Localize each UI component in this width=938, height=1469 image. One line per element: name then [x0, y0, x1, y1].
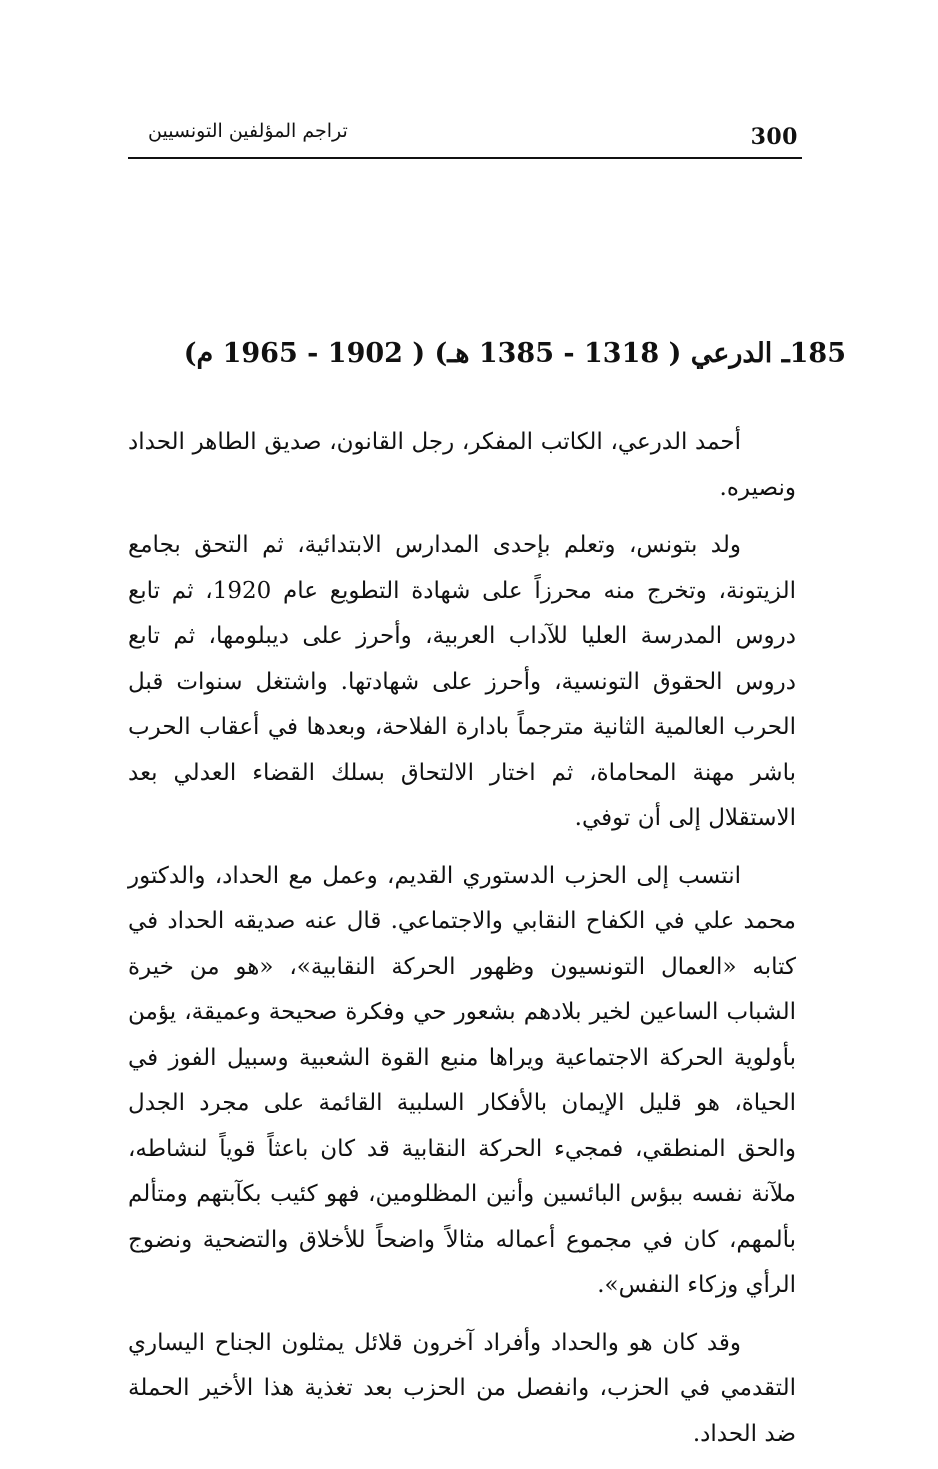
entry-body: [128, 420, 796, 1469]
paragraph-biography: ولد بتونس، وتعلم بإحدى المدارس الابتدائية، ثم التحق بجامع الزيتونة، وتخرج منه محرزاً على شهادة التطويع عام 1920، ثم تابع دروس المدرسة العليا للآداب العربية، وأحرز على ديبلومها، ثم تابع دروس الحقوق التونسية، وأحرز على شهادتها. واشتغل سنوات قبل الحرب العالمية الثانية مترجماً بادارة الفلاحة، وبعدها في أعقاب الحرب باشر مهنة المحاماة، ثم اختار الالتحاق بسلك القضاء العدلي بعد الاستقلال إلى أن توفي.: [128, 532, 796, 831]
running-header: [128, 112, 798, 152]
paragraph-party: وقد كان هو والحداد وأفراد آخرون قلائل يمثلون الجناح اليساري التقدمي في الحزب، وانفصل من الحزب بعد تغذية هذا الأخير الحملة ضد الحداد.: [128, 1329, 796, 1447]
paragraph-activism: انتسب إلى الحزب الدستوري القديم، وعمل مع الحداد، والدكتور محمد علي في الكفاح النقابي والاجتماعي. قال عنه صديقه الحداد في كتابه «العمال التونسيون وظهور الحركة النقابية»، «هو من خيرة الشباب الساعين لخير بلادهم بشعور حي وفكرة صحيحة وعميقة، يؤمن بأولوية الحركة الاجتماعية ويراها منبع القوة الشعبية وسبيل الفوز في الحياة، هو قليل الإيمان بالأفكار السلبية القائمة على مجرد الجدل والحق المنطقي، فمجيء الحركة النقابية قد كان باعثاً قوياً لنشاطه، ملآنة نفسه ببؤس البائسين وأنين المظلومين، فهو كئيب بكآبتهم ومتألم بألمهم، كان في مجموع أعماله مثالاً واضحاً للأخلاق والتضحية ونضوج الرأي وزكاء النفس».: [128, 862, 796, 1298]
paragraph-intro: أحمد الدرعي، الكاتب المفكر، رجل القانون، صديق الطاهر الحداد ونصيره.: [128, 429, 796, 501]
entry-title: 185ـ الدرعي ( 1318 - 1385 هـ) ( 1902 - 1965 م): [183, 338, 846, 369]
page-number: 300: [750, 124, 798, 150]
header-rule: [128, 157, 802, 159]
running-header-title: تراجم المؤلفين التونسيين: [148, 120, 348, 142]
